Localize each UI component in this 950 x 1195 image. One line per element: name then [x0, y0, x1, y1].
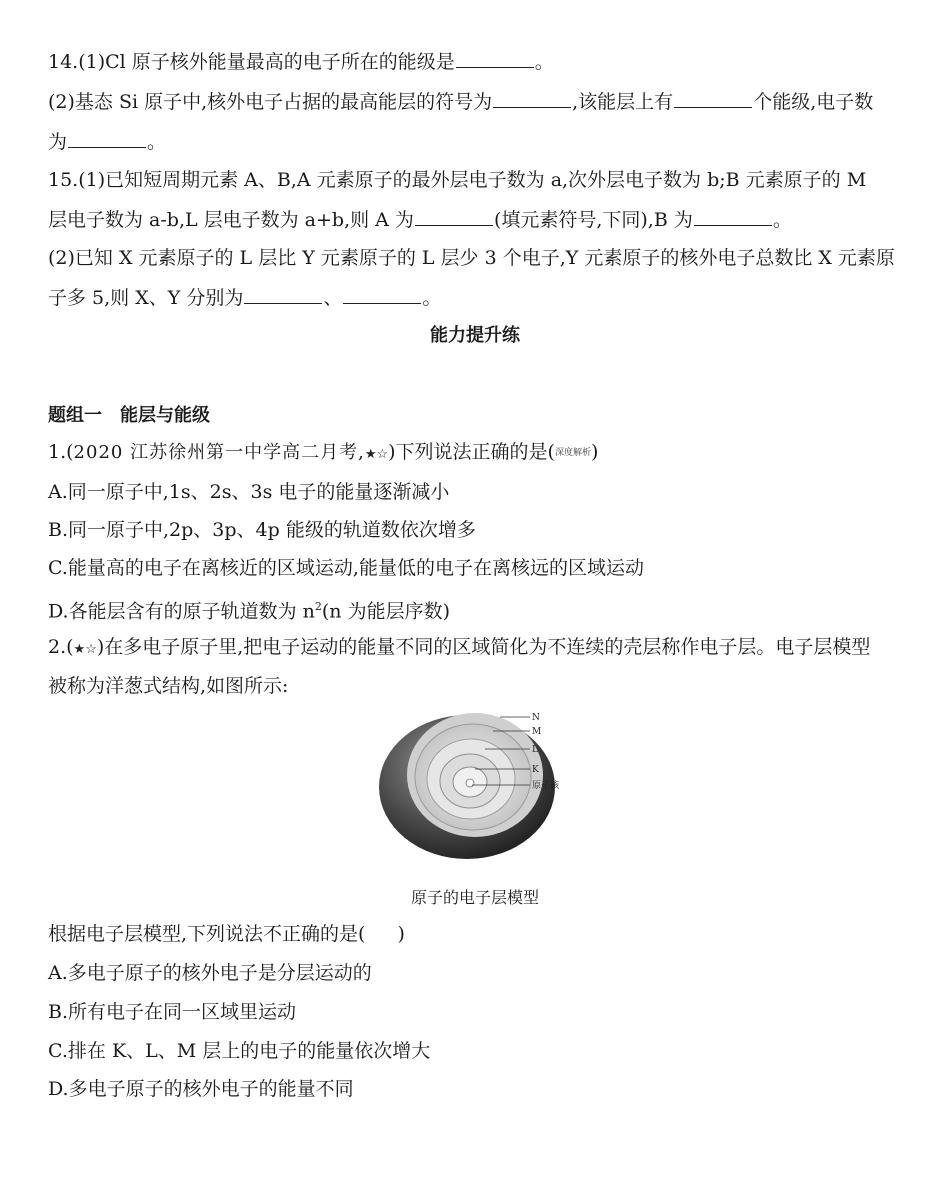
q2-close-paren: ): [397, 923, 405, 945]
q2-question: [48, 922, 405, 946]
answer-blank[interactable]: [244, 287, 322, 304]
q1-stem: [48, 440, 598, 467]
q15-line-3: (2)已知 X 元素原子的 L 层比 Y 元素原子的 L 层少 3 个电子,Y 元素原子的核外电子总数比 X 元素原: [48, 247, 895, 269]
q1-option-d-text: (n 为能层序数): [321, 600, 450, 623]
answer-blank[interactable]: [674, 91, 752, 108]
q14-line-1: [48, 50, 554, 74]
q2-question-text: 根据电子层模型,下列说法不正确的是(: [48, 923, 366, 945]
group-title: 题组一 能层与能级: [48, 405, 210, 426]
q1-number: 1.(: [48, 441, 74, 463]
q1-option-b: B.同一原子中,2p、3p、4p 能级的轨道数依次增多: [48, 519, 476, 541]
answer-blank[interactable]: [68, 131, 146, 148]
superscript: 2: [314, 600, 322, 613]
figure-caption: 原子的电子层模型: [410, 888, 539, 907]
q14-line-2: [48, 90, 873, 114]
q14-text: 为: [48, 131, 68, 153]
q1-close-paren: ): [590, 441, 599, 463]
answer-blank[interactable]: [343, 287, 421, 304]
q15-line-1: 15.(1)已知短周期元素 A、B,A 元素原子的最外层电子数为 a,次外层电子数为 b;B 元素原子的 M: [48, 169, 867, 191]
answer-blank[interactable]: [694, 209, 772, 226]
q14-text: 。: [147, 131, 167, 153]
q1-source: 2020 江苏徐州第一中学高二月考,: [73, 442, 365, 463]
q1-option-d: [48, 595, 450, 623]
q15-text: 子多 5,则 X、Y 分别为: [48, 287, 244, 309]
q15-text: (填元素符号,下同),B 为: [493, 209, 693, 231]
q15-line-2: [48, 208, 792, 232]
q2-option-b: B.所有电子在同一区域里运动: [48, 1001, 297, 1023]
electron-shell-model-figure: [375, 705, 590, 865]
section-title: 能力提升练: [430, 325, 520, 346]
label-nucleus: 原子核: [532, 781, 560, 791]
q1-stem-text: )下列说法正确的是(: [388, 441, 555, 463]
q14-text: 14.(1)Cl 原子核外能量最高的电子所在的能级是: [48, 51, 455, 73]
label-n: N: [532, 713, 540, 723]
analysis-tag: 深度解析: [554, 448, 591, 458]
q14-text: 。: [534, 51, 554, 73]
answer-blank[interactable]: [415, 209, 493, 226]
label-k: K: [532, 765, 539, 775]
q15-text: 。: [772, 209, 792, 231]
difficulty-star-icon: ★☆: [364, 447, 389, 462]
difficulty-star-icon: ★☆: [73, 642, 97, 657]
q15-text: 。: [422, 287, 442, 309]
shell-sphere: [379, 713, 555, 859]
label-l: L: [532, 745, 538, 755]
nucleus: [466, 779, 474, 787]
q15-text: 层电子数为 a-b,L 层电子数为 a+b,则 A 为: [48, 209, 414, 231]
q14-text: (2)基态 Si 原子中,核外电子占据的最高能层的符号为: [48, 91, 493, 113]
q2-stem-2: 被称为洋葱式结构,如图所示:: [48, 675, 289, 697]
q2-option-a: A.多电子原子的核外电子是分层运动的: [48, 962, 372, 984]
q14-text: ,该能层上有: [572, 91, 674, 113]
q1-option-a: A.同一原子中,1s、2s、3s 电子的能量逐渐减小: [48, 481, 450, 503]
answer-blank[interactable]: [456, 51, 534, 68]
q15-text: 、: [323, 287, 343, 309]
q1-option-c: C.能量高的电子在离核近的区域运动,能量低的电子在离核远的区域运动: [48, 557, 644, 579]
q1-option-d-text: D.各能层含有的原子轨道数为 n: [48, 600, 315, 623]
q2-option-d: D.多电子原子的核外电子的能量不同: [48, 1078, 354, 1100]
q14-text: 个能级,电子数: [753, 91, 874, 113]
q14-line-3: [48, 130, 166, 154]
q2-stem-text: )在多电子原子里,把电子运动的能量不同的区域简化为不连续的壳层称作电子层。电子层模型: [96, 636, 871, 658]
q2-number: 2.(: [48, 636, 74, 658]
q15-line-4: [48, 286, 441, 310]
q2-option-c: C.排在 K、L、M 层上的电子的能量依次增大: [48, 1040, 431, 1062]
answer-blank[interactable]: [493, 91, 571, 108]
q2-stem-1: [48, 635, 870, 662]
label-m: M: [532, 727, 542, 737]
